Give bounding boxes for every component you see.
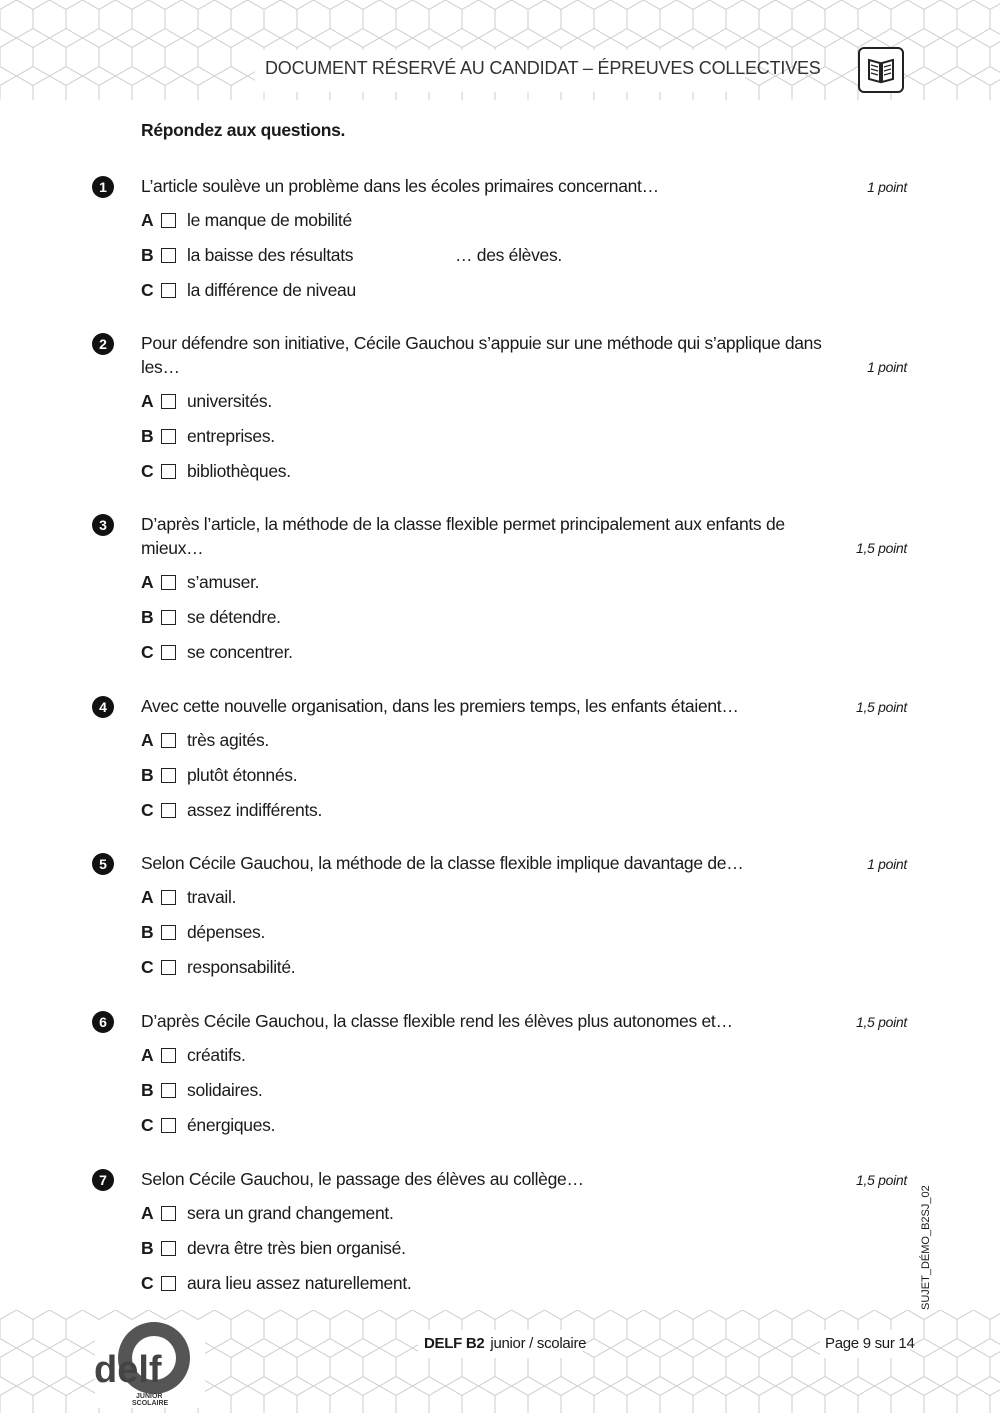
footer-exam xyxy=(424,1335,586,1352)
checkbox[interactable] xyxy=(161,429,176,444)
option-a[interactable] xyxy=(141,565,907,600)
question-text: Avec cette nouvelle organisation, dans les premiers temps, les enfants étaient… xyxy=(141,696,739,716)
option-text: se concentrer. xyxy=(187,642,293,662)
question-number: 3 xyxy=(92,514,114,536)
option-text: s’amuser. xyxy=(187,572,260,592)
option-suffix: … des élèves. xyxy=(455,245,562,265)
option-text: assez indifférents. xyxy=(187,800,323,820)
option-c[interactable] xyxy=(141,273,907,308)
option-letter: A xyxy=(141,887,154,907)
question-number: 7 xyxy=(92,1169,114,1191)
checkbox[interactable] xyxy=(161,1118,176,1133)
option-text: universités. xyxy=(187,391,272,411)
option-text: aura lieu assez naturellement. xyxy=(187,1273,412,1293)
option-letter: A xyxy=(141,1045,154,1065)
option-c[interactable] xyxy=(141,950,907,985)
checkbox[interactable] xyxy=(161,575,176,590)
option-b[interactable] xyxy=(141,1073,907,1108)
question-text: L’article soulève un problème dans les écoles primaires concernant… xyxy=(141,176,659,196)
book-icon xyxy=(858,47,904,93)
option-letter: A xyxy=(141,391,154,411)
option-c[interactable] xyxy=(141,1266,907,1301)
option-text: plutôt étonnés. xyxy=(187,765,298,785)
option-c[interactable] xyxy=(141,454,907,489)
svg-text:delf: delf xyxy=(94,1349,162,1391)
option-b[interactable] xyxy=(141,758,907,793)
checkbox[interactable] xyxy=(161,1083,176,1098)
question-4 xyxy=(92,694,907,828)
question-text: Selon Cécile Gauchou, la méthode de la classe flexible implique davantage de… xyxy=(141,853,744,873)
delf-logo xyxy=(92,1318,202,1408)
option-b[interactable] xyxy=(141,915,907,950)
option-letter: B xyxy=(141,245,154,265)
option-text: responsabilité. xyxy=(187,957,296,977)
checkbox[interactable] xyxy=(161,213,176,228)
checkbox[interactable] xyxy=(161,733,176,748)
document-code: SUJET_DÉMO_B2SJ_02 xyxy=(920,1185,932,1310)
question-7 xyxy=(92,1167,907,1301)
option-a[interactable] xyxy=(141,723,907,758)
option-text: devra être très bien organisé. xyxy=(187,1238,406,1258)
option-text: se détendre. xyxy=(187,607,281,627)
option-a[interactable] xyxy=(141,384,907,419)
option-text: créatifs. xyxy=(187,1045,246,1065)
option-letter: B xyxy=(141,426,154,446)
option-letter: C xyxy=(141,642,154,662)
option-a[interactable] xyxy=(141,880,907,915)
question-5 xyxy=(92,851,907,985)
option-letter: B xyxy=(141,765,154,785)
option-letter: A xyxy=(141,730,154,750)
checkbox[interactable] xyxy=(161,768,176,783)
option-text: sera un grand changement. xyxy=(187,1203,394,1223)
checkbox[interactable] xyxy=(161,248,176,263)
page-number: Page 9 sur 14 xyxy=(825,1335,915,1352)
checkbox[interactable] xyxy=(161,1048,176,1063)
option-text: solidaires. xyxy=(187,1080,263,1100)
option-text: très agités. xyxy=(187,730,269,750)
svg-text:JUNIOR: JUNIOR xyxy=(136,1393,163,1400)
option-c[interactable] xyxy=(141,635,907,670)
question-points: 1,5 point xyxy=(855,699,907,715)
option-b[interactable] xyxy=(141,600,907,635)
instructions: Répondez aux questions. xyxy=(141,120,346,140)
option-letter: B xyxy=(141,922,154,942)
checkbox[interactable] xyxy=(161,394,176,409)
question-points: 1 point xyxy=(867,856,907,872)
option-text: entreprises. xyxy=(187,426,275,446)
checkbox[interactable] xyxy=(161,960,176,975)
option-a[interactable] xyxy=(141,1038,907,1073)
checkbox[interactable] xyxy=(161,803,176,818)
option-text: la baisse des résultats xyxy=(187,245,354,265)
checkbox[interactable] xyxy=(161,283,176,298)
option-c[interactable] xyxy=(141,793,907,828)
exam-name: DELF B2 xyxy=(424,1335,485,1352)
question-number: 2 xyxy=(92,333,114,355)
option-letter: C xyxy=(141,957,154,977)
checkbox[interactable] xyxy=(161,1276,176,1291)
question-points: 1 point xyxy=(867,179,907,195)
option-letter: C xyxy=(141,1115,154,1135)
checkbox[interactable] xyxy=(161,1206,176,1221)
checkbox[interactable] xyxy=(161,925,176,940)
option-text: la différence de niveau xyxy=(187,280,356,300)
option-letter: A xyxy=(141,1203,154,1223)
option-text: dépenses. xyxy=(187,922,266,942)
question-number: 1 xyxy=(92,176,114,198)
checkbox[interactable] xyxy=(161,610,176,625)
option-a[interactable] xyxy=(141,1196,907,1231)
question-number: 6 xyxy=(92,1011,114,1033)
question-number: 5 xyxy=(92,853,114,875)
option-b[interactable] xyxy=(141,1231,907,1266)
option-letter: C xyxy=(141,800,154,820)
question-1 xyxy=(92,174,907,308)
option-c[interactable] xyxy=(141,1108,907,1143)
option-b[interactable] xyxy=(141,238,907,273)
option-a[interactable] xyxy=(141,203,907,238)
question-6 xyxy=(92,1009,907,1143)
option-letter: A xyxy=(141,572,154,592)
question-points: 1,5 point xyxy=(855,540,907,556)
question-text: D’après l’article, la méthode de la classe flexible permet principalement aux enfants de mieux… xyxy=(141,514,785,558)
question-3 xyxy=(92,512,907,670)
checkbox[interactable] xyxy=(161,890,176,905)
question-points: 1,5 point xyxy=(855,1014,907,1030)
option-letter: B xyxy=(141,1238,154,1258)
option-text: énergiques. xyxy=(187,1115,276,1135)
question-text: D’après Cécile Gauchou, la classe flexible rend les élèves plus autonomes et… xyxy=(141,1011,733,1031)
question-2 xyxy=(92,331,907,489)
option-letter: B xyxy=(141,1080,154,1100)
checkbox[interactable] xyxy=(161,1241,176,1256)
question-points: 1 point xyxy=(867,359,907,375)
checkbox[interactable] xyxy=(161,464,176,479)
document-header-title: DOCUMENT RÉSERVÉ AU CANDIDAT – ÉPREUVES COLLECTIVES xyxy=(265,58,821,78)
svg-text:SCOLAIRE: SCOLAIRE xyxy=(132,1400,169,1407)
question-text: Pour défendre son initiative, Cécile Gauchou s’appuie sur une méthode qui s’applique dans les… xyxy=(141,333,822,377)
option-text: le manque de mobilité xyxy=(187,210,352,230)
option-letter: C xyxy=(141,1273,154,1293)
question-text: Selon Cécile Gauchou, le passage des élèves au collège… xyxy=(141,1169,584,1189)
exam-level: junior / scolaire xyxy=(490,1335,587,1352)
option-letter: C xyxy=(141,461,154,481)
option-text: travail. xyxy=(187,887,237,907)
question-points: 1,5 point xyxy=(855,1172,907,1188)
checkbox[interactable] xyxy=(161,645,176,660)
option-letter: C xyxy=(141,280,154,300)
option-letter: B xyxy=(141,607,154,627)
option-text: bibliothèques. xyxy=(187,461,291,481)
option-letter: A xyxy=(141,210,154,230)
option-b[interactable] xyxy=(141,419,907,454)
question-number: 4 xyxy=(92,696,114,718)
